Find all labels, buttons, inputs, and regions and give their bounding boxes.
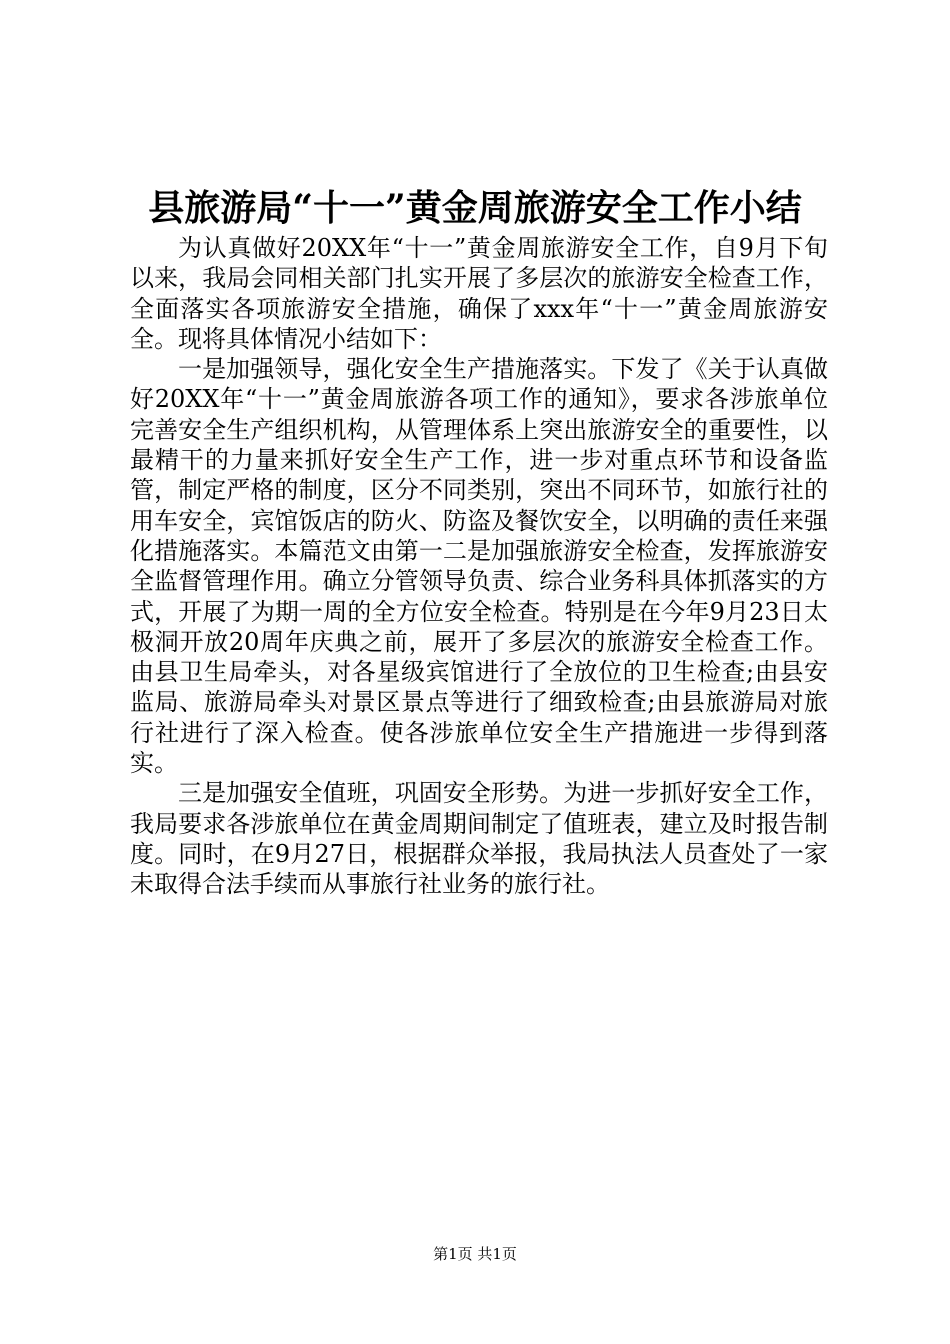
paragraph-duty: 三是加强安全值班，巩固安全形势。为进一步抓好安全工作，我局要求各涉旅单位在黄金周期间制定了值班表，建立及时报告制度。同时，在9月27日，根据群众举报，我局执法人员查处了一家未取得合法手续而从事旅行社业务的旅行社。 bbox=[130, 779, 828, 899]
paragraph-intro: 为认真做好20XX年“十一”黄金周旅游安全工作，自9月下旬以来，我局会同相关部门扎实开展了多层次的旅游安全检查工作，全面落实各项旅游安全措施，确保了xxx年“十一”黄金周旅游安全。现将具体情况小结如下： bbox=[130, 234, 828, 353]
document-body bbox=[130, 233, 828, 900]
page-footer: 第1页 共1页 bbox=[433, 1245, 517, 1263]
paragraph-leadership: 一是加强领导，强化安全生产措施落实。下发了《关于认真做好20XX年“十一”黄金周旅游各项工作的通知》，要求各涉旅单位完善安全生产组织机构，从管理体系上突出旅游安全的重要性，以最精干的力量来抓好安全生产工作，进一步对重点环节和设备监管，制定严格的制度，区分不同类别，突出不同环节，如旅行社的用车安全，宾馆饭店的防火、防盗及餐饮安全，以明确的责任来强化措施落实。本篇范文由第一二是加强旅游安全检查，发挥旅游安全监督管理作用。确立分管领导负责、综合业务科具体抓落实的方式，开展了为期一周的全方位安全检查。特别是在今年9月23日太极洞开放20周年庆典之前，展开了多层次的旅游安全检查工作。由县卫生局牵头，对各星级宾馆进行了全放位的卫生检查;由县安监局、旅游局牵头对景区景点等进行了细致检查;由县旅游局对旅行社进行了深入检查。使各涉旅单位安全生产措施进一步得到落实。 bbox=[130, 355, 828, 778]
document-title: 县旅游局“十一”黄金周旅游安全工作小结 bbox=[148, 187, 802, 229]
